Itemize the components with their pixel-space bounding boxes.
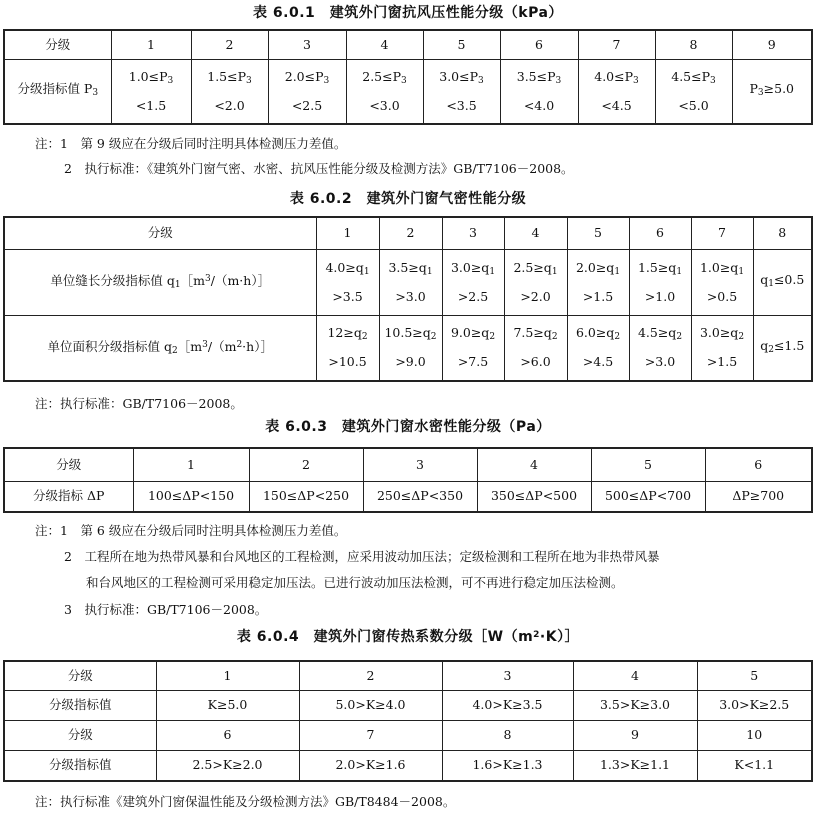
range-top: 4.5≤P bbox=[671, 68, 711, 84]
range-sub: 1 bbox=[614, 266, 621, 277]
table-6-0-4-title bbox=[0, 625, 816, 647]
grade-cell: 5 bbox=[697, 661, 812, 690]
unit-area-unit-sup2: 2 bbox=[236, 339, 243, 350]
table-6-0-4-note: 注：执行标准《建筑外门窗保温性能及分级检测方法》GB/T8484－2008。 bbox=[35, 794, 456, 809]
table-6-0-1-note-1: 注：1 第 9 级应在分级后同时注明具体检测压力差值。 bbox=[35, 136, 347, 151]
range-cell bbox=[111, 59, 191, 124]
table-6-0-2-note: 注：执行标准：GB/T7106－2008。 bbox=[35, 396, 243, 411]
range-sub: 1 bbox=[551, 266, 558, 277]
range-cell: 1.3>K≥1.1 bbox=[573, 750, 697, 781]
range-sub: 3 bbox=[401, 75, 407, 86]
grade-header: 分级 bbox=[4, 448, 133, 481]
range-bottom: >3.5 bbox=[332, 288, 363, 304]
water-tightness-table bbox=[3, 447, 813, 513]
grade-cell: 9 bbox=[573, 720, 697, 750]
grade-cell: 2 bbox=[379, 217, 442, 249]
range-cell: 2.5>K≥2.0 bbox=[156, 750, 299, 781]
unit-length-unit-sup: 3 bbox=[205, 274, 211, 284]
grade-cell: 7 bbox=[299, 720, 442, 750]
range-sub: 2 bbox=[489, 332, 496, 343]
range-bottom: <2.0 bbox=[214, 97, 245, 113]
range-top: 12≥q bbox=[327, 325, 362, 341]
indicator-header: 分级指标值 bbox=[4, 690, 156, 720]
range-top: 3.5≥q bbox=[388, 259, 427, 275]
grade-cell: 5 bbox=[423, 30, 500, 59]
range-last-post: ≤1.5 bbox=[773, 337, 805, 353]
range-sub: 3 bbox=[323, 75, 330, 86]
grade-cell: 10 bbox=[697, 720, 812, 750]
range-cell bbox=[567, 315, 629, 381]
range-top: 4.0≥q bbox=[325, 259, 364, 275]
range-cell: 500≤ΔP<700 bbox=[591, 481, 705, 512]
range-bottom: <1.5 bbox=[135, 97, 167, 113]
grade-cell: 1 bbox=[111, 30, 191, 59]
indicator-header bbox=[4, 59, 111, 124]
range-bottom: >2.5 bbox=[457, 288, 489, 304]
range-top: 1.0≥q bbox=[699, 259, 739, 275]
indicator-header: 分级指标 ΔP bbox=[4, 481, 133, 512]
grade-cell: 6 bbox=[705, 448, 812, 481]
range-cell bbox=[442, 249, 504, 315]
grade-cell: 6 bbox=[629, 217, 691, 249]
range-cell bbox=[691, 315, 753, 381]
range-last-sub: 1 bbox=[768, 279, 774, 289]
range-top: 1.5≥q bbox=[637, 259, 677, 275]
range-cell bbox=[346, 59, 423, 124]
unit-length-label: 单位缝长分级指标值 q bbox=[50, 273, 175, 288]
range-bottom: >1.0 bbox=[644, 288, 676, 304]
grade-cell: 3 bbox=[363, 448, 477, 481]
unit-area-header bbox=[4, 315, 316, 381]
range-bottom: >3.0 bbox=[395, 288, 426, 304]
range-top: 3.5≤P bbox=[516, 68, 556, 84]
range-cell: 4.0>K≥3.5 bbox=[442, 690, 573, 720]
table-6-0-1-note-2: 2 执行标准：《建筑外门窗气密、水密、抗风压性能分级及检测方法》GB/T7106－2008。 bbox=[64, 161, 574, 176]
table-6-0-4-title-main: 表 6.0.4 建筑外门窗传热系数分级［W（m bbox=[236, 629, 534, 645]
range-cell bbox=[442, 315, 504, 381]
range-last-pre: q bbox=[760, 337, 769, 353]
range-cell: 2.0>K≥1.6 bbox=[299, 750, 442, 781]
grade-cell: 1 bbox=[156, 661, 299, 690]
range-bottom: <2.5 bbox=[291, 97, 323, 113]
unit-area-unit: ［m bbox=[177, 338, 203, 354]
range-bottom: >1.5 bbox=[706, 354, 738, 370]
range-cell: 5.0>K≥4.0 bbox=[299, 690, 442, 720]
range-cell bbox=[500, 59, 578, 124]
range-sub: 2 bbox=[614, 332, 621, 343]
air-tightness-table bbox=[3, 216, 813, 382]
grade-cell: 8 bbox=[753, 217, 812, 249]
range-cell: 1.6>K≥1.3 bbox=[442, 750, 573, 781]
indicator-label: 分级指标值 P bbox=[17, 81, 93, 97]
range-top: 7.5≥q bbox=[513, 325, 552, 341]
range-top: 2.0≤P bbox=[284, 68, 324, 84]
range-cell bbox=[753, 249, 812, 315]
range-top: 3.0≤P bbox=[439, 68, 479, 84]
table-6-0-2-title: 表 6.0.2 建筑外门窗气密性能分级 bbox=[289, 191, 527, 207]
range-cell bbox=[268, 59, 346, 124]
range-bottom: >7.5 bbox=[457, 354, 489, 370]
range-top: 3.0≥q bbox=[450, 259, 490, 275]
range-sub: 1 bbox=[363, 266, 370, 277]
grade-cell: 6 bbox=[500, 30, 578, 59]
grade-header: 分级 bbox=[4, 217, 316, 249]
table-6-0-4-title-tail: ·K）］ bbox=[539, 629, 580, 645]
grade-cell: 2 bbox=[191, 30, 268, 59]
range-bottom: >3.0 bbox=[644, 354, 676, 370]
unit-length-label-sub: 1 bbox=[174, 280, 181, 290]
range-cell bbox=[655, 59, 732, 124]
range-bottom: >1.5 bbox=[582, 288, 614, 304]
table-6-0-3-note-1: 注：1 第 6 级应在分级后同时注明具体检测压力差值。 bbox=[35, 523, 347, 538]
range-top: 6.0≥q bbox=[575, 325, 615, 341]
range-last-pre: P bbox=[749, 81, 758, 97]
grade-cell: 4 bbox=[346, 30, 423, 59]
unit-area-label: 单位面积分级指标值 q bbox=[47, 338, 173, 354]
range-cell: 150≤ΔP<250 bbox=[249, 481, 363, 512]
grade-cell: 8 bbox=[655, 30, 732, 59]
table-6-0-3-title: 表 6.0.3 建筑外门窗水密性能分级（Pa） bbox=[265, 419, 551, 435]
range-sub: 3 bbox=[555, 75, 562, 86]
range-sub: 2 bbox=[430, 332, 437, 343]
range-top: 2.0≥q bbox=[575, 259, 615, 275]
range-cell bbox=[629, 315, 691, 381]
grade-cell: 2 bbox=[299, 661, 442, 690]
range-cell bbox=[379, 315, 442, 381]
range-top: 9.0≥q bbox=[450, 325, 490, 341]
range-sub: 3 bbox=[246, 75, 252, 86]
unit-area-unit-mid: /（m bbox=[207, 338, 237, 354]
grade-cell: 7 bbox=[578, 30, 655, 59]
table-6-0-3-note-2b: 和台风地区的工程检测可采用稳定加压法。已进行波动加压法检测，可不再进行稳定加压法检测。 bbox=[86, 575, 624, 590]
grade-cell: 3 bbox=[442, 217, 504, 249]
grade-cell: 1 bbox=[133, 448, 249, 481]
range-bottom: <3.0 bbox=[369, 97, 400, 113]
range-cell bbox=[423, 59, 500, 124]
grade-cell: 1 bbox=[316, 217, 379, 249]
range-bottom: >0.5 bbox=[706, 288, 738, 304]
range-cell bbox=[629, 249, 691, 315]
grade-cell: 5 bbox=[591, 448, 705, 481]
range-cell bbox=[567, 249, 629, 315]
range-bottom: <5.0 bbox=[678, 97, 709, 113]
range-cell: K<1.1 bbox=[697, 750, 812, 781]
wind-pressure-table bbox=[3, 29, 813, 125]
range-sub: 1 bbox=[676, 266, 683, 277]
range-sub: 2 bbox=[676, 332, 683, 343]
range-top: 1.0≤P bbox=[128, 68, 168, 84]
heat-transfer-table bbox=[3, 660, 813, 782]
grade-cell: 9 bbox=[732, 30, 812, 59]
range-cell bbox=[504, 315, 567, 381]
grade-header: 分级 bbox=[4, 30, 111, 59]
range-cell bbox=[732, 59, 812, 124]
range-sub: 1 bbox=[738, 266, 745, 277]
range-cell bbox=[379, 249, 442, 315]
range-sub: 1 bbox=[489, 266, 496, 277]
range-cell bbox=[316, 249, 379, 315]
range-top: 2.5≥q bbox=[513, 259, 552, 275]
grade-cell: 4 bbox=[573, 661, 697, 690]
grade-cell: 7 bbox=[691, 217, 753, 249]
range-cell bbox=[316, 315, 379, 381]
range-top: 4.0≤P bbox=[594, 68, 634, 84]
range-cell bbox=[504, 249, 567, 315]
range-top: 3.0≥q bbox=[699, 325, 739, 341]
range-cell: 250≤ΔP<350 bbox=[363, 481, 477, 512]
range-top: 10.5≥q bbox=[384, 325, 431, 341]
range-sub: 2 bbox=[361, 332, 368, 343]
range-cell: ΔP≥700 bbox=[705, 481, 812, 512]
range-cell: K≥5.0 bbox=[156, 690, 299, 720]
unit-length-unit: ［m bbox=[180, 273, 205, 288]
unit-area-unit-tail: ·h）］ bbox=[242, 338, 273, 354]
unit-length-unit-tail: /（m·h）］ bbox=[210, 273, 271, 288]
unit-area-unit-sup: 3 bbox=[202, 339, 208, 350]
range-bottom: <4.5 bbox=[601, 97, 632, 113]
range-cell bbox=[753, 315, 812, 381]
range-sub: 3 bbox=[478, 75, 484, 86]
range-bottom: >10.5 bbox=[328, 354, 367, 370]
range-cell: 350≤ΔP<500 bbox=[477, 481, 591, 512]
unit-area-label-sub: 2 bbox=[172, 345, 178, 356]
table-6-0-4-title-sup: 2 bbox=[533, 630, 540, 640]
grade-cell: 8 bbox=[442, 720, 573, 750]
grade-cell: 3 bbox=[268, 30, 346, 59]
grade-cell: 4 bbox=[504, 217, 567, 249]
range-top: 2.5≤P bbox=[362, 68, 402, 84]
grade-cell: 3 bbox=[442, 661, 573, 690]
table-6-0-1-title: 表 6.0.1 建筑外门窗抗风压性能分级（kPa） bbox=[253, 5, 563, 21]
range-last-pre: q bbox=[760, 272, 769, 287]
range-cell bbox=[578, 59, 655, 124]
range-cell bbox=[191, 59, 268, 124]
unit-length-header bbox=[4, 249, 316, 315]
range-bottom: <4.0 bbox=[523, 97, 555, 113]
range-sub: 2 bbox=[551, 332, 558, 343]
range-bottom: >2.0 bbox=[520, 288, 551, 304]
range-top: 4.5≥q bbox=[637, 325, 677, 341]
table-6-0-3-note-2a: 2 工程所在地为热带风暴和台风地区的工程检测，应采用波动加压法；定级检测和工程所在地为非热带风暴 bbox=[64, 549, 660, 564]
range-sub: 3 bbox=[710, 75, 716, 86]
range-last-sub: 2 bbox=[768, 344, 774, 355]
range-last-post: ≤0.5 bbox=[773, 272, 805, 287]
range-last-post: ≥5.0 bbox=[763, 81, 794, 97]
range-sub: 1 bbox=[426, 266, 433, 277]
table-6-0-3-note-3: 3 执行标准：GB/T7106－2008。 bbox=[64, 602, 268, 617]
grade-cell: 5 bbox=[567, 217, 629, 249]
range-top: 1.5≤P bbox=[207, 68, 247, 84]
range-bottom: <3.5 bbox=[446, 97, 477, 113]
range-sub: 3 bbox=[167, 75, 174, 86]
indicator-header: 分级指标值 bbox=[4, 750, 156, 781]
range-bottom: >6.0 bbox=[520, 354, 551, 370]
grade-cell: 2 bbox=[249, 448, 363, 481]
range-cell: 3.0>K≥2.5 bbox=[697, 690, 812, 720]
range-bottom: >4.5 bbox=[582, 354, 614, 370]
grade-header: 分级 bbox=[4, 661, 156, 690]
range-last-sub: 3 bbox=[757, 88, 764, 99]
range-sub: 2 bbox=[738, 332, 745, 343]
indicator-label-sub: 3 bbox=[92, 88, 99, 99]
range-cell: 3.5>K≥3.0 bbox=[573, 690, 697, 720]
grade-header: 分级 bbox=[4, 720, 156, 750]
range-cell bbox=[691, 249, 753, 315]
range-cell: 100≤ΔP<150 bbox=[133, 481, 249, 512]
range-bottom: >9.0 bbox=[395, 354, 426, 370]
range-sub: 3 bbox=[633, 75, 639, 86]
grade-cell: 4 bbox=[477, 448, 591, 481]
grade-cell: 6 bbox=[156, 720, 299, 750]
